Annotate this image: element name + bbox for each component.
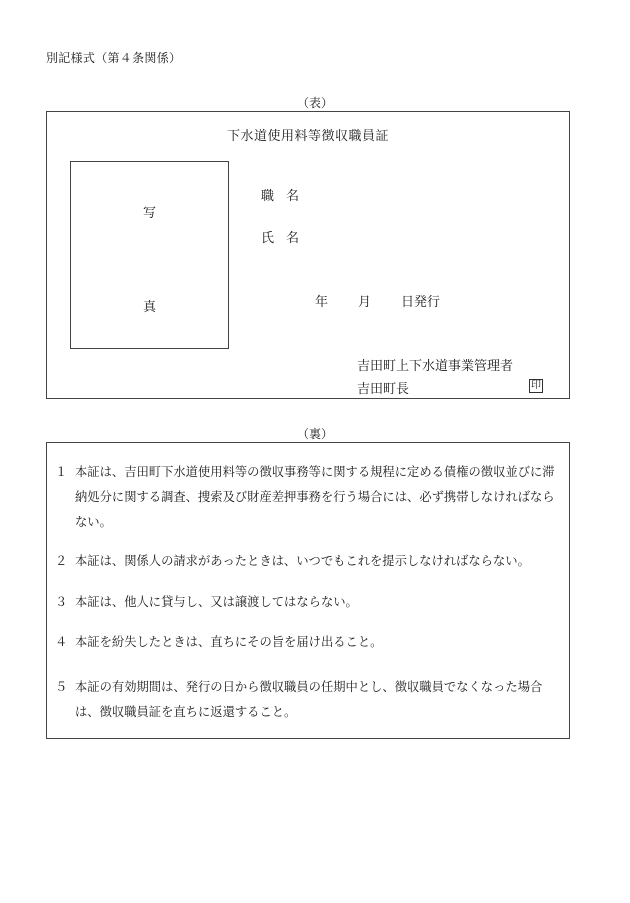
name-label: 氏名 xyxy=(261,231,312,246)
note-item xyxy=(55,630,565,655)
seal-mark: 印 xyxy=(531,380,541,391)
note-text: 本証の有効期間は、発行の日から徴収職員の任期中とし、徴収職員でなくなった場合は、徴収職員証を直ちに返還すること。 xyxy=(75,680,543,719)
photo-label-bottom: 真 xyxy=(142,300,156,315)
back-caption: （裏） xyxy=(296,427,333,441)
issuer-title: 吉田町上下水道事業管理者 xyxy=(357,359,514,374)
date-year: 年 xyxy=(315,295,329,310)
note-text: 本証は、関係人の請求があったときは、いつでもこれを提示しなければならない。 xyxy=(75,554,530,568)
issuer-name: 吉田町長 xyxy=(357,382,410,397)
note-number: ３ xyxy=(55,595,68,609)
note-text: 本証は、吉田町下水道使用料等の徴収事務等に関する規程に定める債権の徴収並びに滞納処分に関する調査、捜索及び財産差押事務を行う場合には、必ず携帯しなければならない。 xyxy=(75,465,555,529)
photo-box xyxy=(70,161,229,349)
date-day: 日発行 xyxy=(401,295,441,310)
id-card-back xyxy=(46,442,570,739)
note-item xyxy=(55,675,565,725)
front-caption: （表） xyxy=(296,96,333,110)
note-number: ２ xyxy=(55,554,68,568)
card-title: 下水道使用料等徴収職員証 xyxy=(226,129,389,144)
note-number: ５ xyxy=(55,680,68,694)
note-text: 本証は、他人に貸与し、又は譲渡してはならない。 xyxy=(75,595,358,609)
id-card-front xyxy=(46,111,570,399)
note-number: ４ xyxy=(55,635,68,649)
issue-date xyxy=(315,291,440,310)
date-month: 月 xyxy=(358,295,372,310)
note-item xyxy=(55,460,565,535)
note-number: １ xyxy=(55,465,68,479)
note-item xyxy=(55,590,565,615)
note-text: 本証を紛失したときは、直ちにその旨を届け出ること。 xyxy=(75,635,383,649)
photo-label-top: 写 xyxy=(142,206,156,221)
post-label: 職名 xyxy=(261,189,312,204)
note-item xyxy=(55,549,565,574)
form-reference: 別記様式（第４条関係） xyxy=(46,51,182,65)
